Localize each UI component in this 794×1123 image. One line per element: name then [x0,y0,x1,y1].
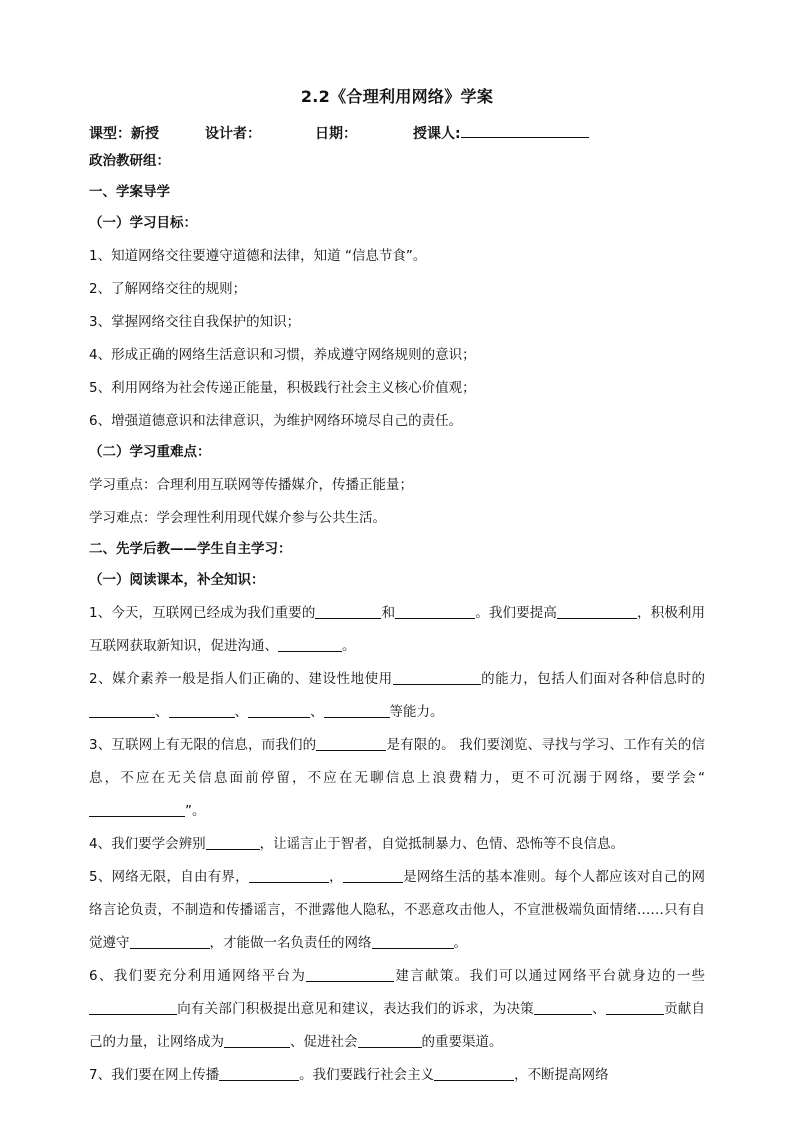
q1-text-e: 。 [342,638,356,654]
question-5 [89,861,705,960]
teacher-field [413,123,589,143]
q6-blank-1[interactable] [306,967,394,982]
q4-text-a: 4、我们要学会辨别 [89,836,206,852]
q2-blank-3[interactable] [169,703,235,718]
group-label: 政治教研组： [89,153,170,169]
section1-sub1: （一）学习目标： [89,215,197,231]
q2-text-b: 的能力，包括人们面对各种信息时的 [480,671,706,687]
q4-blank-1[interactable] [206,835,260,850]
goal-item: 1、知道网络交往要遵守道德和法律，知道 “信息节食”。 [89,248,427,264]
q1-blank-4[interactable] [278,637,342,652]
q3-text-c: ”。 [185,803,206,819]
q6-blank-2[interactable] [89,1000,177,1015]
q1-text-d: ，积极利用互联网获取新知识，促进沟通、 [89,605,706,654]
q6-text-e: 贡献自己的力量，让网络成为 [89,1001,705,1050]
q3-blank-2[interactable] [89,802,185,817]
question-1 [89,597,705,663]
q5-blank-2[interactable] [343,868,403,883]
q4-text-b: ，让谣言止于智者，自觉抵制暴力、色情、恐怖等不良信息。 [259,836,625,852]
question-3 [89,729,705,828]
q6-text-a: 6、我们要充分利用通网络平台为 [89,968,307,984]
question-7 [89,1059,705,1092]
q2-blank-1[interactable] [393,670,481,685]
q7-text-a: 7、我们要在网上传播 [89,1067,220,1083]
q5-blank-4[interactable] [372,934,454,949]
q7-blank-2[interactable] [434,1066,514,1081]
goal-item: 6、增强道德意识和法律意识，为维护网络环境尽自己的责任。 [89,413,463,429]
q6-text-d: 、 [591,1001,606,1017]
teacher-blank[interactable] [461,136,589,138]
goal-item: 5、利用网络为社会传递正能量，积极践行社会主义核心价值观； [89,380,476,396]
q5-blank-3[interactable] [130,934,210,949]
q7-text-b: 。我们要践行社会主义 [299,1067,435,1083]
q5-text-d: ，才能做一名负责任的网络 [209,935,372,951]
q2-text-e: 、 [310,704,324,720]
question-4 [89,828,705,861]
q1-text-a: 1、今天，互联网已经成为我们重要的 [89,605,316,621]
q5-text-b: ， [328,869,343,885]
q2-text-f: 等能力。 [389,704,444,720]
q3-blank-1[interactable] [316,736,386,751]
q7-blank-1[interactable] [219,1066,299,1081]
q2-text-c: 、 [155,704,169,720]
teacher-label: 授课人: [413,126,461,142]
q2-blank-4[interactable] [248,703,310,718]
q2-text-a: 2、媒介素养一般是指人们正确的、建设性地使用 [89,671,393,687]
q2-text-d: 、 [234,704,248,720]
lesson-type: 课型：新授 [89,126,159,142]
q5-text-c: 是网络生活的基本准则。每个人都应该对自己的网络言论负责，不制造和传播谣言，不泄露他人隐私，不恶意攻击他人，不宣泄极端负面情绪……只有自觉遵守 [89,869,706,951]
section1-heading: 一、学案导学 [89,184,170,200]
date-label: 日期： [315,126,357,142]
q1-blank-1[interactable] [315,604,381,619]
q6-blank-3[interactable] [534,1000,592,1015]
section1-sub2: （二）学习重难点： [89,444,211,460]
document-title: 2.2《合理利用网络》学案 [300,87,494,106]
document-page [89,84,705,1092]
q6-blank-6[interactable] [358,1033,422,1048]
designer-label: 设计者： [205,126,261,142]
q5-text-a: 5、网络无限，自由有界， [89,869,249,885]
section2-sub1: （一）阅读课本，补全知识： [89,572,265,588]
q5-text-e: 。 [453,935,467,951]
q6-text-g: 的重要渠道。 [421,1034,503,1050]
goal-item: 2、了解网络交往的规则； [89,281,247,297]
q1-text-b: 和 [381,605,396,621]
q6-blank-4[interactable] [606,1000,664,1015]
goal-item: 3、掌握网络交往自我保护的知识； [89,314,301,330]
q6-text-f: 、促进社会 [290,1034,358,1050]
meta-row [89,123,705,147]
key-point: 学习重点：合理利用互联网等传播媒介，传播正能量； [89,477,413,493]
q5-blank-1[interactable] [249,868,329,883]
q7-text-c: ，不断提高网络 [514,1067,609,1083]
q3-text-a: 3、互联网上有无限的信息，而我们的 [89,737,317,753]
q1-blank-3[interactable] [557,604,637,619]
q6-text-b: 建言献策。我们可以通过网络平台就身边的一些 [394,968,706,984]
q3-text-b: 是有限的。 我们要浏览、寻找与学习、工作有关的信息，不应在无关信息面前停留，不应在无聊信息上浪费精力，更不可沉溺于网络，要学会“ [89,737,706,786]
q2-blank-5[interactable] [324,703,390,718]
goal-item: 4、形成正确的网络生活意识和习惯，养成遵守网络规则的意识； [89,347,476,363]
question-2 [89,663,705,729]
section2-heading: 二、先学后教——学生自主学习： [89,541,292,557]
q1-blank-2[interactable] [395,604,475,619]
q1-text-c: 。我们要提高 [475,605,557,621]
q2-blank-2[interactable] [89,703,155,718]
q6-blank-5[interactable] [224,1033,290,1048]
difficult-point: 学习难点：学会理性利用现代媒介参与公共生活。 [89,510,386,526]
q6-text-c: 向有关部门积极提出意见和建议，表达我们的诉求，为决策 [177,1001,534,1017]
question-6 [89,960,705,1059]
